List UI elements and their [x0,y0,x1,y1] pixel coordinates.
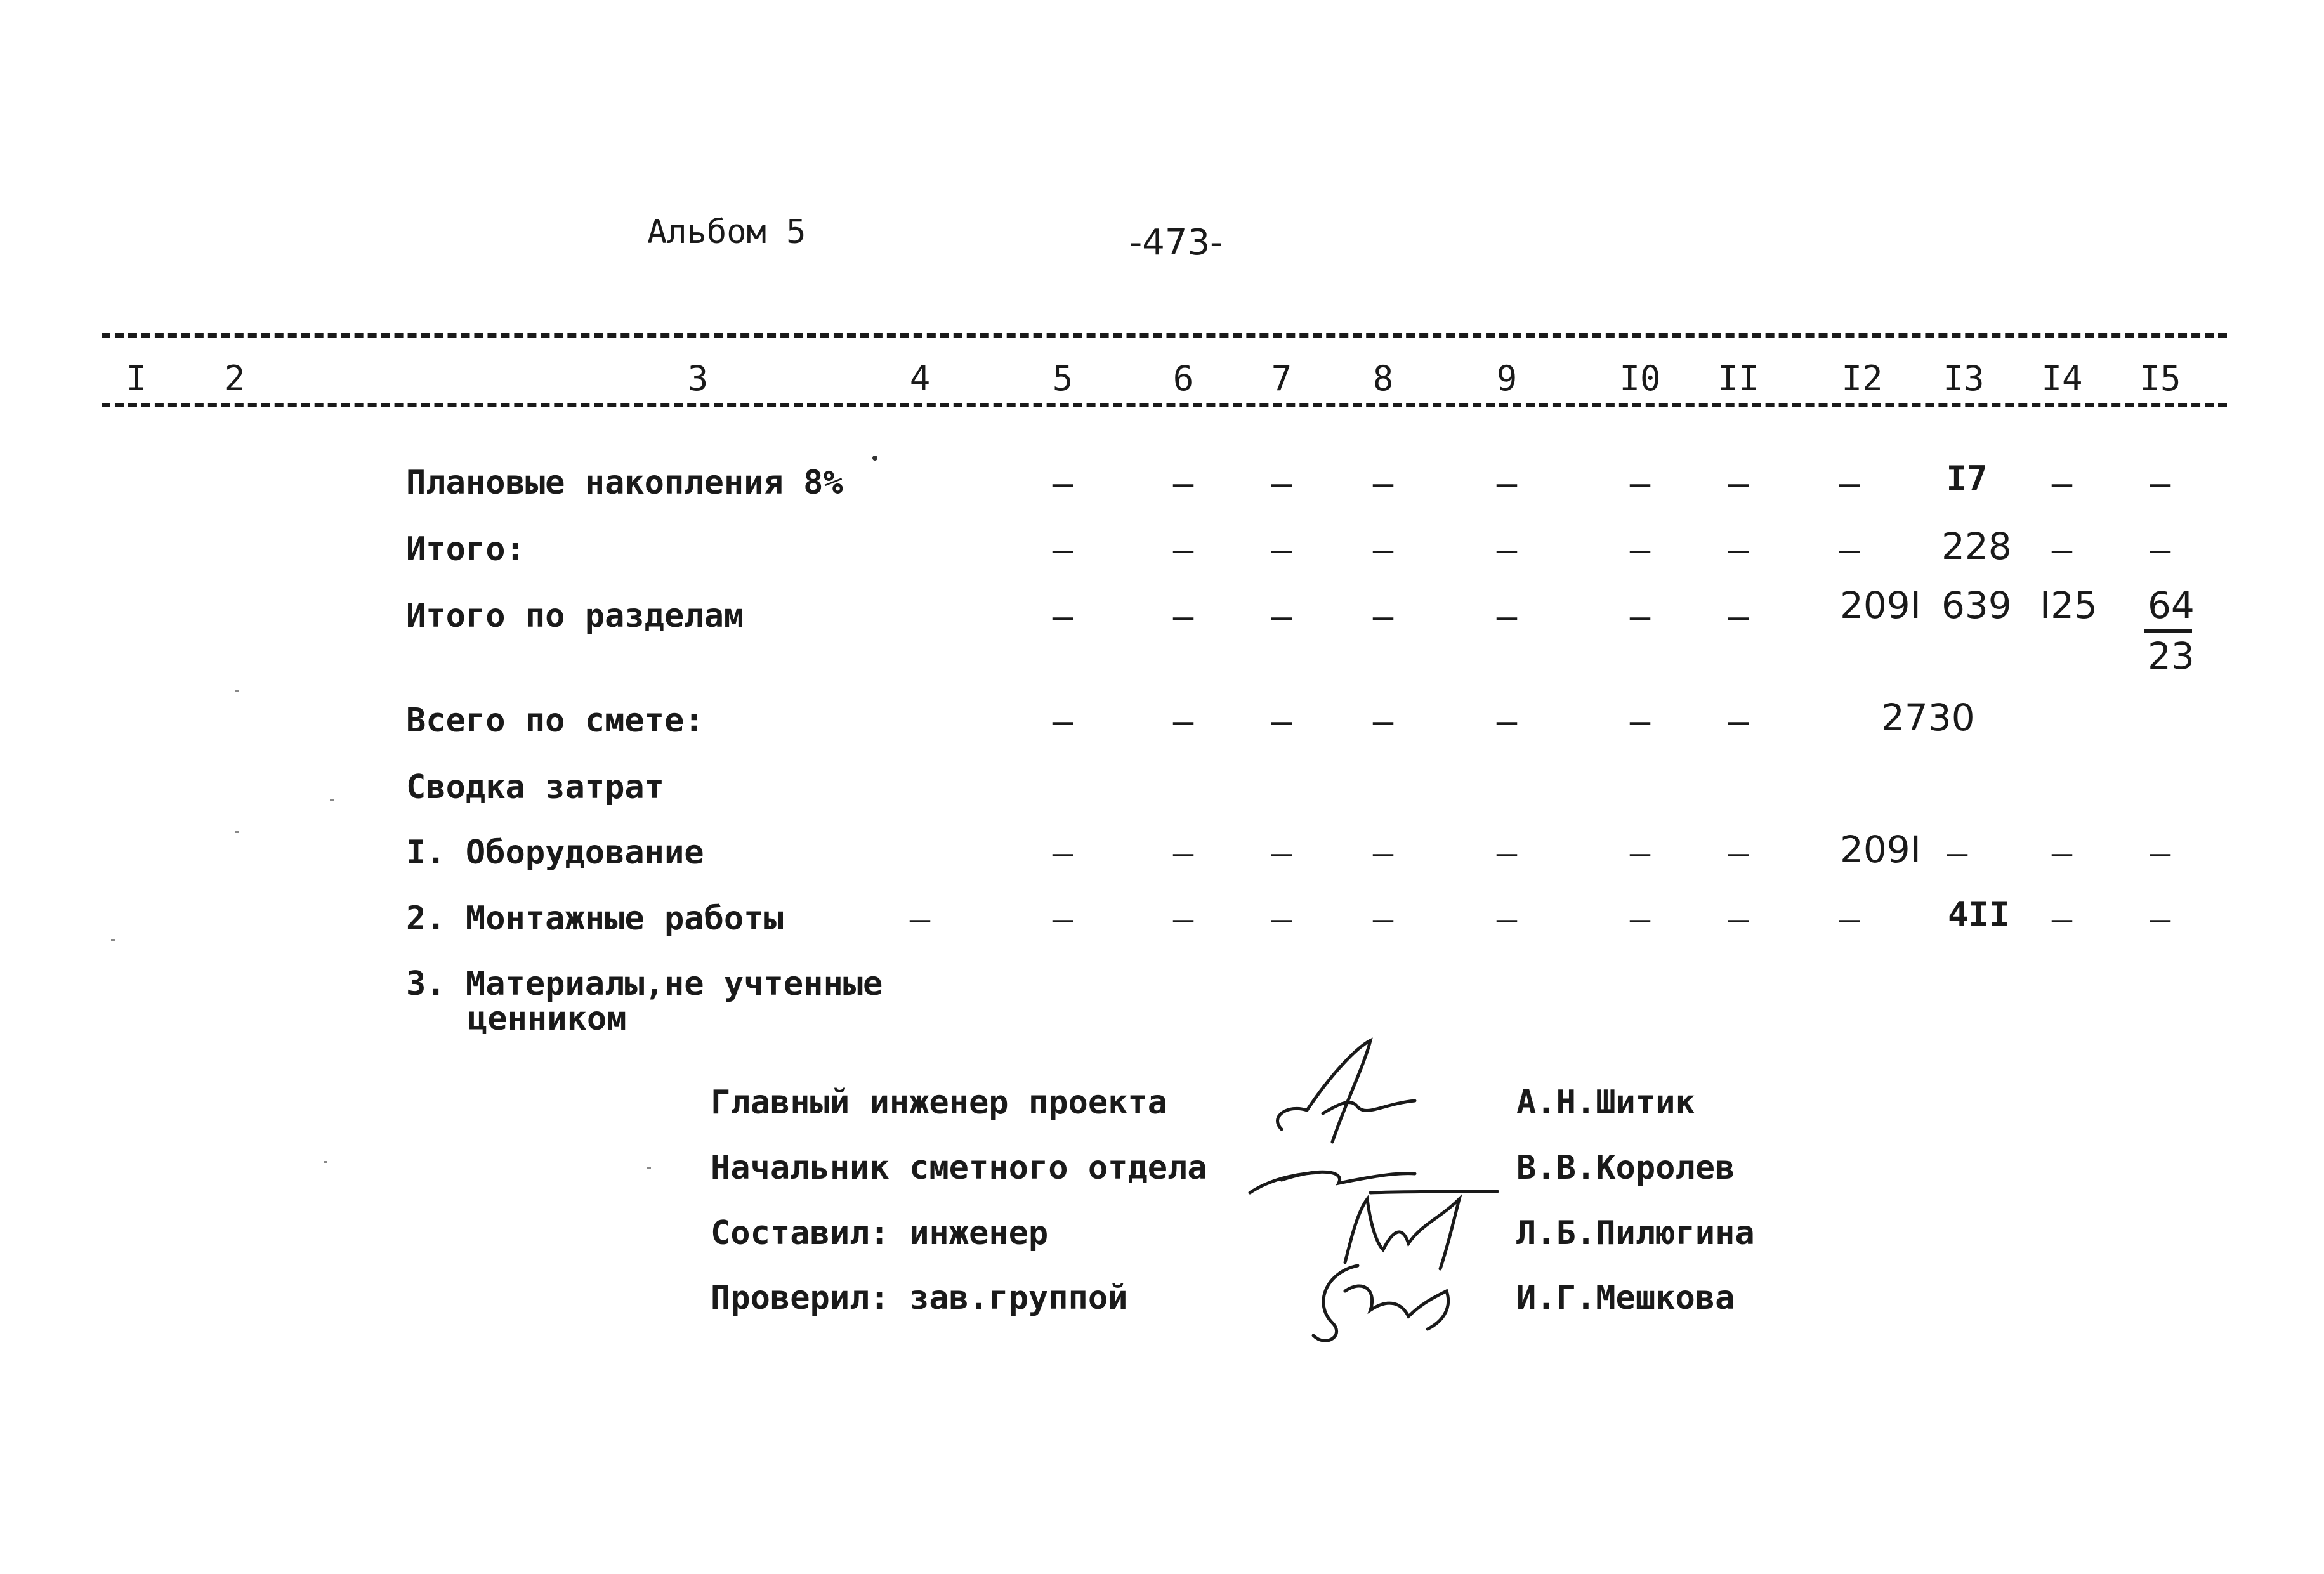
cell-col14: – [2051,833,2073,873]
scan-speck [872,456,877,461]
row-label: I. Оборудование [406,834,704,872]
cell-col12: 209I [1840,828,1921,871]
signatory-role: Главный инженер проекта [711,1084,1168,1122]
cell-dash: – [1271,530,1292,570]
column-header: 7 [1271,358,1292,398]
cell-dash: – [1372,701,1394,741]
row-label: Плановые накопления 8% [406,464,843,502]
summary-title: Сводка затрат [406,768,664,806]
column-header: II [1717,358,1759,398]
cell-dash: – [1728,596,1749,636]
scan-speck [324,1161,327,1163]
cell-dash: – [1496,833,1518,873]
cell-col13: 639 [1941,584,2012,627]
cell-col15-denominator: 23 [2148,634,2195,678]
cell-dash: – [1172,596,1194,636]
cell-dash: – [1172,463,1194,503]
cell-col13: – [1947,833,1968,873]
cell-dash: – [1172,899,1194,939]
cell-dash: – [1052,833,1073,873]
scan-speck [235,690,239,692]
column-header: 9 [1496,358,1518,398]
cell-col15: – [2150,463,2171,503]
column-header: I3 [1943,358,1985,398]
page-number: -473- [1129,222,1223,263]
cell-dash: – [1728,530,1749,570]
column-header: I2 [1841,358,1883,398]
cell-col14: – [2051,463,2073,503]
cell-dash: – [1496,463,1518,503]
scan-speck [235,831,239,833]
cell-dash: – [1728,463,1749,503]
table-rule-top [102,333,2227,338]
row-label: Итого по разделам [406,597,744,635]
row-label: 3. Материалы,не учтенные [406,965,883,1003]
cell-col12: 209I [1840,584,1921,627]
column-header: I5 [2139,358,2181,398]
signatory-role: Начальник сметного отдела [711,1149,1207,1187]
cell-dash: – [1372,899,1394,939]
cell-dash: – [1496,899,1518,939]
column-header: 2 [224,358,246,398]
column-header: 3 [687,358,709,398]
column-header: 5 [1052,358,1073,398]
cell-dash: – [1629,833,1651,873]
signatory-role: Составил: инженер [711,1214,1049,1252]
cell-dash: – [1496,701,1518,741]
cell-dash: – [1052,899,1073,939]
cell-dash: – [1629,701,1651,741]
cell-dash: – [1271,596,1292,636]
cell-dash: – [909,899,931,939]
table-rule-bottom [102,403,2227,407]
scan-speck [111,939,115,941]
cell-dash: – [1271,899,1292,939]
cell-dash: – [1172,701,1194,741]
cell-col15: – [2150,833,2171,873]
signatory-name: Л.Б.Пилюгина [1516,1214,1755,1252]
cell-col15: – [2150,899,2171,939]
cell-dash: – [1728,899,1749,939]
cell-col13: 4II [1948,895,2010,935]
column-header: 6 [1172,358,1194,398]
fraction-bar [2144,629,2192,633]
cell-dash: – [1271,463,1292,503]
cell-col14: I25 [2040,584,2098,627]
cell-col12: – [1839,899,1860,939]
cell-col13: I7 [1946,459,1988,499]
cell-dash: – [1052,530,1073,570]
signatory-name: А.Н.Шитик [1516,1084,1695,1122]
cell-dash: – [1172,530,1194,570]
scan-speck [647,1167,651,1169]
cell-col13: 228 [1941,525,2012,568]
cell-dash: – [1496,530,1518,570]
cell-dash: – [1271,701,1292,741]
signatory-role: Проверил: зав.группой [711,1279,1128,1317]
cell-dash: – [1172,833,1194,873]
scan-speck [330,799,334,801]
cell-dash: – [1372,463,1394,503]
cell-col15-numerator: 64 [2148,584,2195,627]
cell-dash: – [1372,596,1394,636]
row-label: 2. Монтажные работы [406,900,784,938]
estimate-total-value: 2730 [1881,696,1975,739]
row-label: Всего по смете: [406,702,704,740]
signatory-name: В.В.Королев [1516,1149,1735,1187]
cell-dash: – [1372,530,1394,570]
cell-dash: – [1629,596,1651,636]
cell-dash: – [1629,899,1651,939]
album-label: Альбом 5 [647,213,806,251]
cell-dash: – [1629,530,1651,570]
cell-dash: – [1052,463,1073,503]
cell-col12: – [1839,463,1860,503]
column-header: I4 [2041,358,2083,398]
cell-dash: – [1728,833,1749,873]
cell-dash: – [1052,701,1073,741]
cell-dash: – [1728,701,1749,741]
column-header: 8 [1372,358,1394,398]
cell-col14: – [2051,530,2073,570]
cell-col12: – [1839,530,1860,570]
cell-col14: – [2051,899,2073,939]
cell-col15: – [2150,530,2171,570]
signature-chief-engineer [1263,1034,1428,1155]
signature-checker [1301,1253,1466,1348]
signatory-name: И.Г.Мешкова [1516,1279,1735,1317]
cell-dash: – [1052,596,1073,636]
row-label: Итого: [406,530,525,568]
row-label-continuation: ценником [468,1000,627,1038]
cell-dash: – [1372,833,1394,873]
column-header: I0 [1619,358,1661,398]
column-header: 4 [909,358,931,398]
cell-dash: – [1271,833,1292,873]
cell-dash: – [1629,463,1651,503]
cell-dash: – [1496,596,1518,636]
column-header: I [126,358,147,398]
